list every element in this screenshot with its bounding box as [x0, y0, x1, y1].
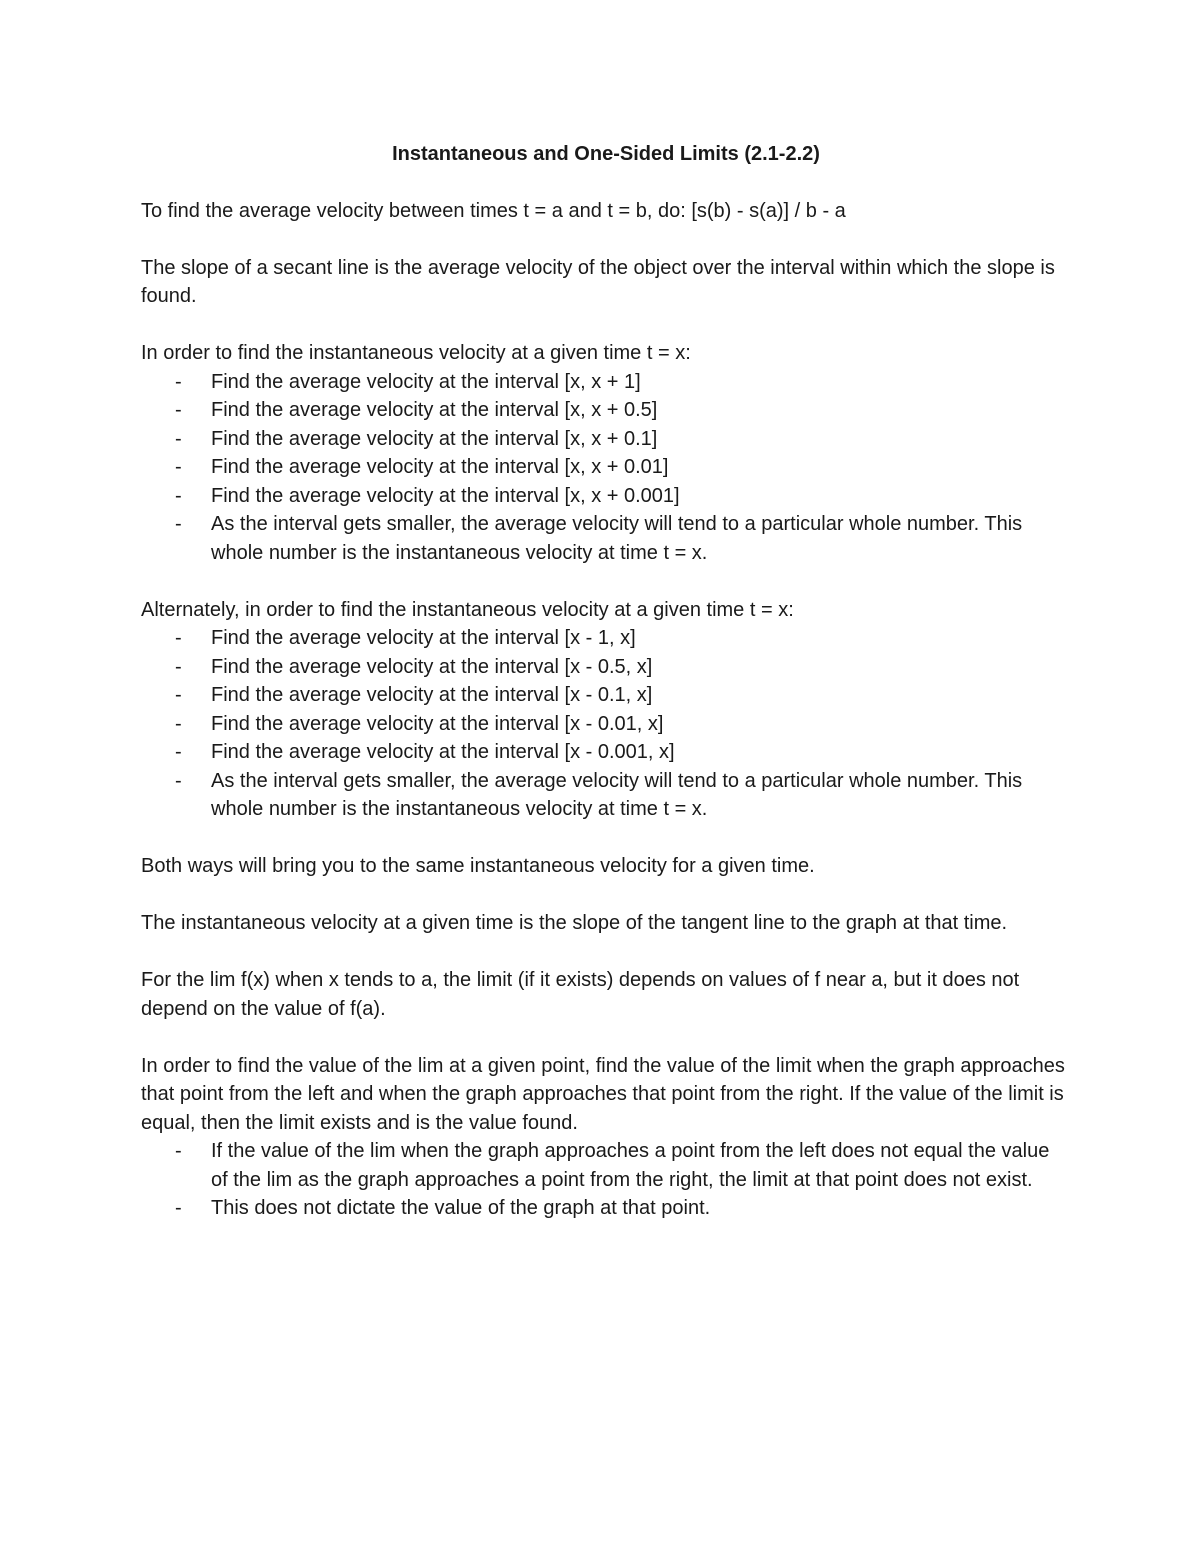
dash-bullet: - [175, 370, 182, 393]
method2-intro: Alternately, in order to find the instantaneous velocity at a given time t = x: [141, 598, 794, 621]
list-item [175, 767, 1071, 824]
dash-bullet: - [175, 1140, 182, 1162]
both-ways-paragraph: Both ways will bring you to the same instantaneous velocity for a given time. [141, 855, 815, 877]
one-sided-intro: In order to find the value of the lim at a given point, find the value of the limit when the graph approaches that point from the left and when the graph approaches that point from the right. If the value of the limit is equal, then the limit exists and is the value found. [141, 1054, 1065, 1134]
list-item [175, 653, 1071, 682]
dash-bullet: - [175, 741, 182, 763]
list-item-text: Find the average velocity at the interval [x, x + 0.1] [211, 427, 658, 450]
list-item-text: This does not dictate the value of the graph at that point. [211, 1197, 711, 1219]
list-item [175, 738, 1071, 767]
method2-list [141, 624, 1071, 824]
list-item [175, 510, 1071, 567]
one-sided-list [141, 1137, 1071, 1223]
dash-bullet: - [175, 456, 182, 478]
list-item-text: Find the average velocity at the interval [x, x + 0.001] [211, 484, 680, 507]
dash-bullet: - [175, 484, 182, 507]
list-item [175, 624, 1071, 653]
list-item-text: Find the average velocity at the interval [x - 0.1, x] [211, 684, 653, 706]
dash-bullet: - [175, 627, 182, 649]
list-item-text: Find the average velocity at the interval [x - 1, x] [211, 627, 636, 649]
dash-bullet: - [175, 399, 182, 421]
lim-fx-paragraph: For the lim f(x) when x tends to a, the limit (if it exists) depends on values of f near a, but it does not depend on the value of f(a). [141, 969, 1020, 1020]
secant-paragraph: The slope of a secant line is the average velocity of the object over the interval within which the slope is found. [141, 256, 1055, 307]
dash-bullet: - [175, 655, 182, 678]
list-item-text: Find the average velocity at the interval [x, x + 0.5] [211, 399, 658, 421]
list-item [175, 482, 1071, 511]
document-page [141, 140, 1071, 1251]
list-item [175, 425, 1071, 454]
list-item [175, 453, 1071, 482]
list-item-text: Find the average velocity at the interval [x - 0.01, x] [211, 712, 664, 735]
method1-list [141, 368, 1071, 568]
list-item-text: Find the average velocity at the interval [x - 0.5, x] [211, 655, 653, 678]
dash-bullet: - [175, 1197, 182, 1219]
list-item-text: As the interval gets smaller, the average velocity will tend to a particular whole number. This whole number is the instantaneous velocity at time t = x. [211, 513, 1023, 564]
list-item [175, 681, 1071, 710]
list-item-text: If the value of the lim when the graph approaches a point from the left does not equal the value of the lim as the graph approaches a point from the right, the limit at that point does not exist. [211, 1140, 1050, 1191]
list-item [175, 368, 1071, 397]
avg-velocity-paragraph: To find the average velocity between times t = a and t = b, do: [s(b) - s(a)] / b - a [141, 199, 846, 222]
document-title: Instantaneous and One-Sided Limits (2.1-2.2) [392, 143, 820, 165]
list-item-text: As the interval gets smaller, the average velocity will tend to a particular whole number. This whole number is the instantaneous velocity at time t = x. [211, 769, 1023, 820]
list-item [175, 710, 1071, 739]
dash-bullet: - [175, 712, 182, 735]
list-item-text: Find the average velocity at the interval [x - 0.001, x] [211, 741, 675, 763]
list-item-text: Find the average velocity at the interval [x, x + 1] [211, 370, 641, 393]
dash-bullet: - [175, 427, 182, 450]
dash-bullet: - [175, 513, 182, 535]
list-item [175, 1194, 1071, 1223]
list-item [175, 396, 1071, 425]
list-item-text: Find the average velocity at the interval [x, x + 0.01] [211, 456, 669, 478]
dash-bullet: - [175, 769, 182, 792]
method1-intro: In order to find the instantaneous velocity at a given time t = x: [141, 342, 691, 364]
list-item [175, 1137, 1071, 1194]
dash-bullet: - [175, 684, 182, 706]
tangent-paragraph: The instantaneous velocity at a given time is the slope of the tangent line to the graph at that time. [141, 912, 1008, 934]
